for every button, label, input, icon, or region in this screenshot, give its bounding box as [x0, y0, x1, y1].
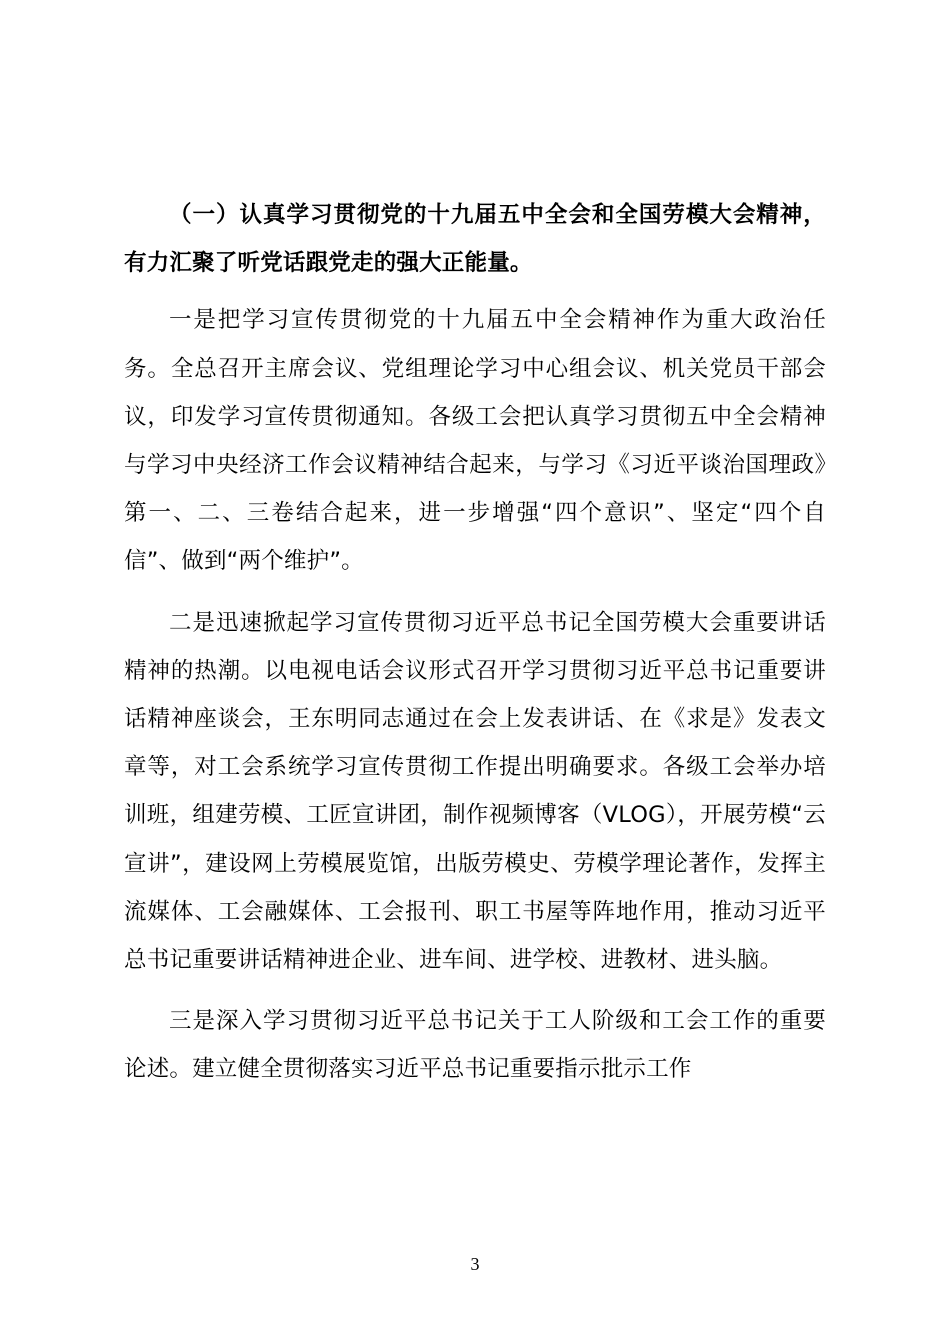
paragraph-1: 一是把学习宣传贯彻党的十九届五中全会精神作为重大政治任务。全总召开主席会议、党组理论学习中心组会议、机关党员干部会议，印发学习宣传贯彻通知。各级工会把认真学习贯彻五中全会精神与学习中央经济工作会议精神结合起来，与学习《习近平谈治国理政》第一、二、三卷结合起来，进一步增强“四个意识”、坚定“四个自信”、做到“两个维护”。 — [124, 307, 826, 575]
page-number: 3 — [470, 1254, 480, 1274]
document-body — [124, 191, 826, 1107]
paragraph-2: 二是迅速掀起学习宣传贯彻习近平总书记全国劳模大会重要讲话精神的热潮。以电视电话会议形式召开学习贯彻习近平总书记重要讲话精神座谈会，王东明同志通过在会上发表讲话、在《求是》发表文章等，对工会系统学习宣传贯彻工作提出明确要求。各级工会举办培训班，组建劳模、工匠宣讲团，制作视频博客（VLOG），开展劳模“云宣讲”，建设网上劳模展览馆，出版劳模史、劳模学理论著作，发挥主流媒体、工会融媒体、工会报刊、职工书屋等阵地作用，推动习近平总书记重要讲话精神进企业、进车间、进学校、进教材、进头脑。 — [124, 609, 826, 974]
section-heading: （一）认真学习贯彻党的十九届五中全会和全国劳模大会精神，有力汇聚了听党话跟党走的强大正能量。 — [124, 202, 826, 277]
paragraph-3: 三是深入学习贯彻习近平总书记关于工人阶级和工会工作的重要论述。建立健全贯彻落实习近平总书记重要指示批示工作 — [124, 1008, 826, 1083]
